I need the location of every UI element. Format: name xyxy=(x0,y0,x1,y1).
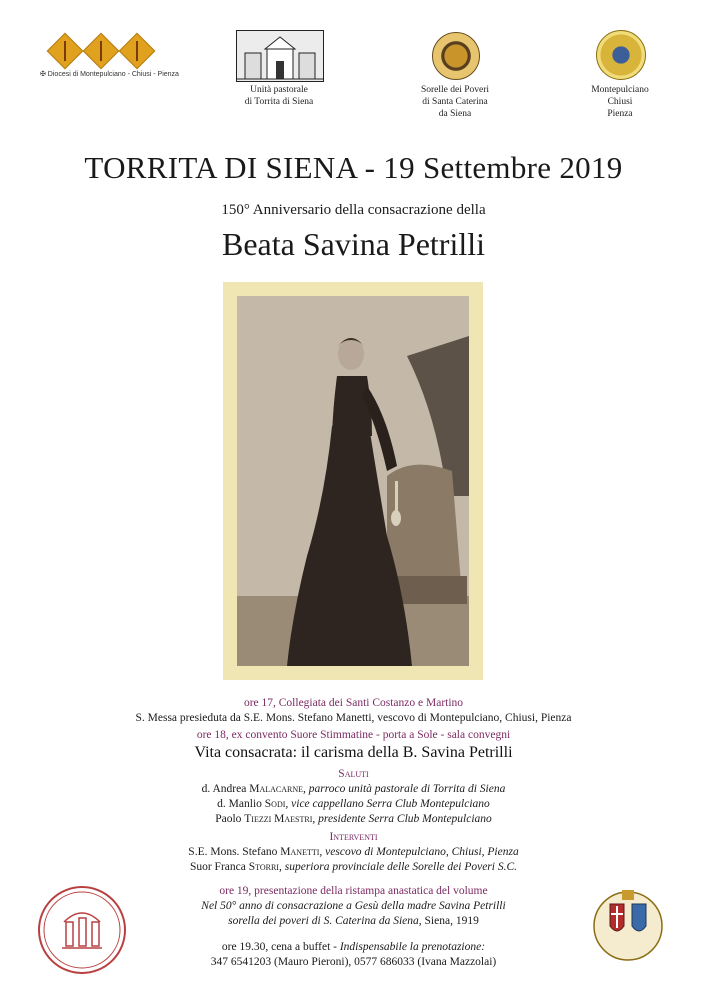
speaker-last-name: Storri xyxy=(248,861,279,873)
speaker-last-name: Tiezzi Maestri xyxy=(244,813,313,825)
sorelle-caption xyxy=(400,84,510,120)
speaker-last-name: Manetti xyxy=(280,846,320,858)
presentation-time: ore 19, presentazione della ristampa anastatica del volume xyxy=(219,885,488,897)
speaker-role: , superiora provinciale delle Sorelle dei Poveri S.C. xyxy=(278,861,518,873)
saluti-heading: Saluti xyxy=(338,768,369,780)
honoree-name: Beata Savina Petrilli xyxy=(221,226,486,262)
book-title-part: sorella dei poveri di S. Caterina da Siena xyxy=(228,915,419,927)
mass-description: S. Messa presieduta da S.E. Mons. Stefano Manetti, vescovo di Montepulciano, Chiusi, Pienza xyxy=(135,712,572,724)
speaker-role: , parroco unità pastorale di Torrita di Siena xyxy=(303,783,506,795)
speaker-role: , vescovo di Montepulciano, Chiusi, Pienza xyxy=(319,846,519,858)
speaker-last-name: Sodi xyxy=(264,798,286,810)
montepulciano-caption-line: Pienza xyxy=(607,109,633,119)
saluti-entry xyxy=(0,797,707,812)
reservation-note: Indispensabile la prenotazione: xyxy=(339,941,486,953)
conference-title: Vita consacrata: il carisma della B. Savina Petrilli xyxy=(194,744,513,761)
photo-frame xyxy=(223,282,483,680)
speaker-role: , presidente Serra Club Montepulciano xyxy=(312,813,492,825)
saluti-entry xyxy=(0,782,707,797)
unita-caption xyxy=(222,84,336,108)
sorelle-seal-icon xyxy=(432,32,480,80)
portrait-photo xyxy=(237,296,469,666)
unita-caption-line: di Torrita di Siena xyxy=(244,97,314,107)
diocese-emblem-icon xyxy=(83,33,120,70)
mass-time: ore 17, Collegiata dei Santi Costanzo e Martino xyxy=(243,697,464,709)
speaker-first-name: S.E. Mons. Stefano xyxy=(188,846,278,858)
speaker-role: , vice cappellano Serra Club Montepulciano xyxy=(285,798,490,810)
torrita-coat-of-arms-icon xyxy=(588,882,668,962)
speaker-first-name: Suor Franca xyxy=(189,861,246,873)
sorelle-caption-line: di Santa Caterina xyxy=(422,97,488,107)
event-title: TORRITA DI SIENA - 19 Settembre 2019 xyxy=(84,150,623,185)
speaker-last-name: Malacarne xyxy=(249,783,304,795)
montepulciano-caption-line: Montepulciano xyxy=(591,85,649,95)
diocese-emblem-icon xyxy=(47,33,84,70)
reservation-phones: 347 6541203 (Mauro Pieroni), 0577 686033 (Ivana Mazzolai) xyxy=(210,956,497,968)
dinner-time: ore 19.30, cena a buffet - xyxy=(221,941,340,953)
speaker-first-name: d. Andrea xyxy=(201,783,247,795)
book-title-line: Nel 50° anno di consacrazione a Gesù della madre Savina Petrilli xyxy=(201,900,506,912)
unita-caption-line: Unità pastorale xyxy=(250,85,308,95)
conference-time: ore 18, ex convento Suore Stimmatine - porta a Sole - sala convegni xyxy=(196,729,511,741)
sorelle-caption-line: Sorelle dei Poveri xyxy=(420,85,490,95)
serra-club-seal-icon xyxy=(596,30,646,80)
book-publication: , Siena, 1919 xyxy=(418,915,479,927)
diocese-logo xyxy=(40,34,179,82)
diocese-caption: ✠ Diocesi di Montepulciano - Chiusi - Pienza xyxy=(40,71,179,78)
diocese-emblem-icon xyxy=(119,33,156,70)
sorelle-caption-line: da Siena xyxy=(438,109,472,119)
montepulciano-caption xyxy=(570,84,670,120)
montepulciano-caption-line: Chiusi xyxy=(607,97,633,107)
interventi-entry xyxy=(0,845,707,860)
saluti-entry xyxy=(0,812,707,827)
event-subtitle: 150° Anniversario della consacrazione della xyxy=(221,202,486,218)
interventi-heading: Interventi xyxy=(329,831,378,843)
interventi-entry xyxy=(0,860,707,875)
church-drawing-icon xyxy=(236,30,324,82)
speaker-first-name: d. Manlio xyxy=(217,798,262,810)
istituto-arches-seal-icon xyxy=(38,886,126,974)
speaker-first-name: Paolo xyxy=(215,813,242,825)
